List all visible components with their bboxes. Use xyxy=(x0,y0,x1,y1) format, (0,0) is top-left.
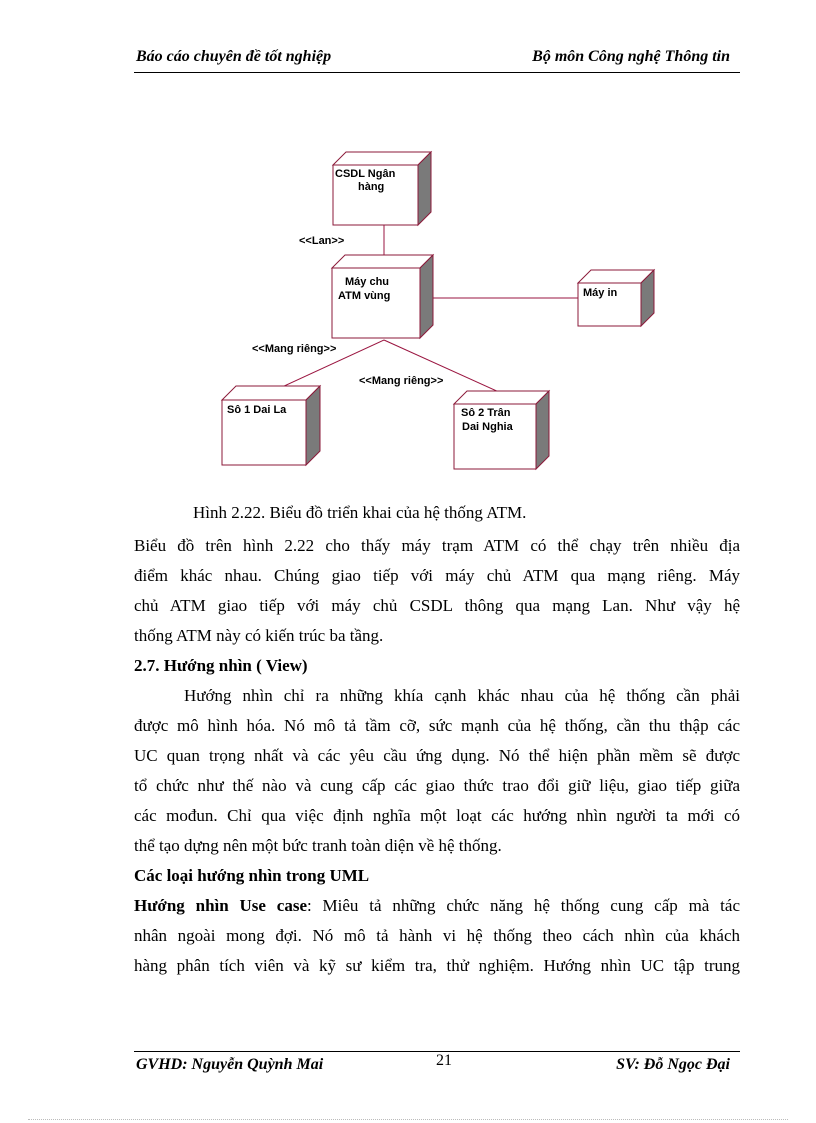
node-printer xyxy=(578,270,654,326)
node-atm-server-label-1: Máy chu xyxy=(345,276,390,288)
node-database-label-1: CSDL Ngân xyxy=(335,168,396,180)
page-footer xyxy=(134,1051,740,1078)
term-use-case-view: Hướng nhìn Use case xyxy=(134,896,307,915)
subheading: Các loại hướng nhìn trong UML xyxy=(134,866,370,885)
paragraph-line: chủ ATM giao tiếp với máy chủ CSDL thông qua mạng Lan. Như vậy hệ xyxy=(134,596,740,615)
edge-lan-label: <<Lan>> xyxy=(299,235,345,247)
node-site-2-label-2: Dai Nghia xyxy=(462,421,513,433)
deployment-diagram xyxy=(0,0,816,500)
paragraph-line: thể tạo dựng nên một bức tranh toàn diện về hệ thống. xyxy=(134,836,502,855)
footer-supervisor: GVHD: Nguyễn Quỳnh Mai xyxy=(136,1056,324,1073)
paragraph-line: nhân ngoài mong đợi. Nó mô tả hành vi hệ thống theo cách nhìn của khách xyxy=(134,926,740,945)
edge-private-right xyxy=(384,340,510,397)
node-atm-server-label-2: ATM vùng xyxy=(338,290,391,302)
node-database xyxy=(333,152,431,225)
node-site-2-label-1: Sô 2 Trân xyxy=(461,407,511,419)
section-heading: 2.7. Hướng nhìn ( View) xyxy=(134,656,308,675)
paragraph-line: thống ATM này có kiến trúc ba tầng. xyxy=(134,626,384,645)
edge-private-left-label: <<Mang riêng>> xyxy=(252,343,337,355)
page-number: 21 xyxy=(436,1052,452,1069)
paragraph-line: UC quan trọng nhất và các yêu cầu ứng dụng. Nó thể hiện phần mềm sẽ được xyxy=(134,746,740,765)
node-site-1 xyxy=(222,386,320,465)
page-bottom-rule xyxy=(28,1119,788,1120)
paragraph-line: Biểu đồ trên hình 2.22 cho thấy máy trạm ATM có thể chạy trên nhiều địa xyxy=(134,536,740,555)
paragraph-line xyxy=(134,891,740,921)
header-right: Bộ môn Công nghệ Thông tin xyxy=(532,48,730,65)
paragraph-line: được mô hình hóa. Nó mô tả tầm cỡ, sức mạnh của hệ thống, cần thu thập các xyxy=(134,716,740,735)
paragraph-line: Hướng nhìn chỉ ra những khía cạnh khác nhau của hệ thống cần phải xyxy=(184,686,740,705)
paragraph-line-rest: : Miêu tả những chức năng hệ thống cung cấp mà tác xyxy=(307,896,740,915)
paragraph-line: hàng phân tích viên và kỹ sư kiểm tra, thử nghiệm. Hướng nhìn UC tập trung xyxy=(134,956,740,975)
node-atm-server xyxy=(332,255,433,338)
paragraph-line: các mođun. Chỉ qua việc định nghĩa một loạt các hướng nhìn người ta mới có xyxy=(134,806,740,825)
footer-student: SV: Đỗ Ngọc Đại xyxy=(616,1056,730,1073)
node-database-label-2: hàng xyxy=(358,181,385,193)
paragraph-line: tổ chức như thế nào và cung cấp các giao thức trao đổi giữ liệu, giao tiếp giữa xyxy=(134,776,740,795)
paragraph-line: điểm khác nhau. Chúng giao tiếp với máy chủ ATM qua mạng riêng. Máy xyxy=(134,566,740,585)
header-left: Báo cáo chuyên đề tốt nghiệp xyxy=(136,48,332,65)
node-site-2 xyxy=(454,391,549,469)
figure-caption: Hình 2.22. Biểu đồ triển khai của hệ thống ATM. xyxy=(193,503,527,522)
node-printer-label: Máy in xyxy=(583,287,618,299)
edge-private-right-label: <<Mang riêng>> xyxy=(359,375,444,387)
node-site-1-label: Sô 1 Dai La xyxy=(227,404,287,416)
